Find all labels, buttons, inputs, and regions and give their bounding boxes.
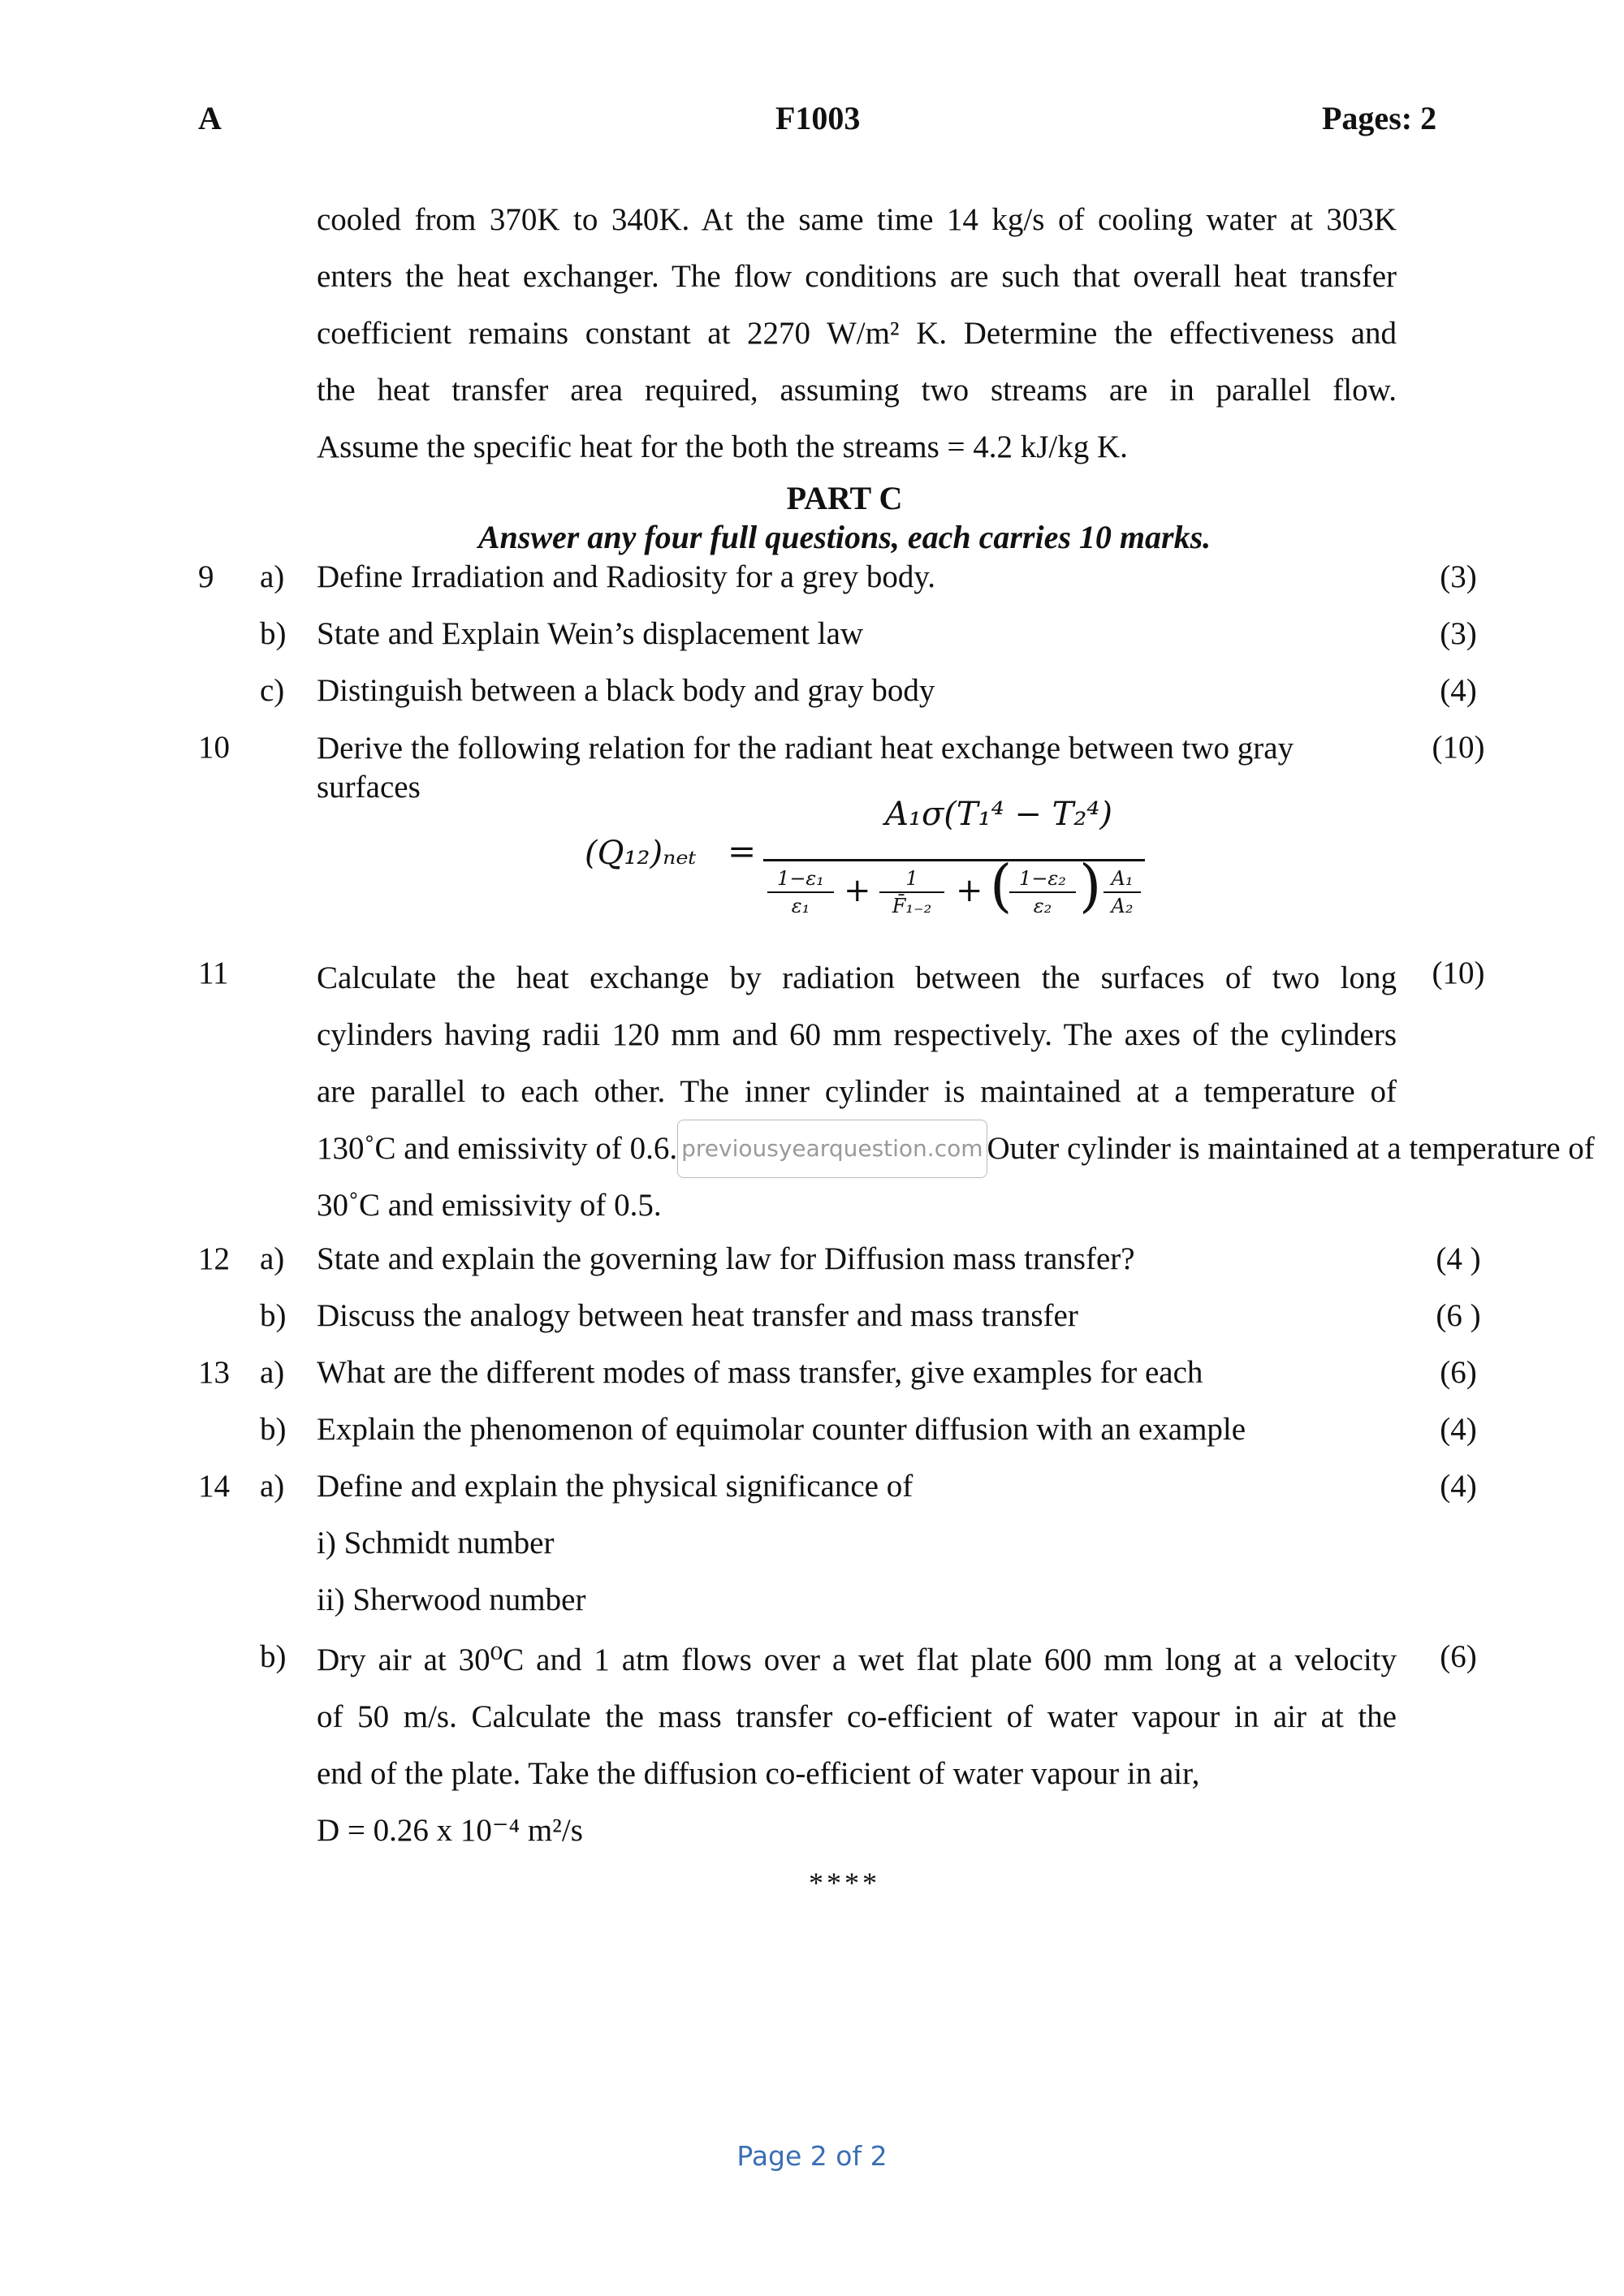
formula-equals: = [728, 831, 757, 871]
text-line: of 50 m/s. Calculate the mass transfer co-efficient of water vapour in air at the [317, 1699, 1397, 1734]
part-instruction: Answer any four full questions, each carries 10 marks. [477, 519, 1212, 555]
radiant-exchange-formula: (Q₁₂)ₙₑₜ = A₁σ(T₁⁴ − T₂⁴) $\frac{\text{1−ε₁}}{\text{ε₁}}$ + $\frac{1}{\text{F̄₁₋₂}}$ + ( $\frac{\text{1−ε₂}}{\text{ε₂}}$ ) $\frac{\text{A₁}}{\text{A₂}}$ [585, 796, 1153, 942]
text-line: Dry air at 30⁰C and 1 atm flows over a wet flat plate 600 mm long at a velocity [317, 1642, 1397, 1677]
question-number: 10 [198, 730, 230, 765]
marks: (10) [1432, 956, 1485, 990]
question-text: Discuss the analogy between heat transfer and mass transfer [317, 1298, 1078, 1333]
formula-numerator: A₁σ(T₁⁴ − T₂⁴) [885, 796, 1112, 833]
subquestion-label: a) [260, 1355, 285, 1390]
text-line: 30˚C and emissivity of 0.5. [317, 1188, 662, 1223]
marks: (6 ) [1436, 1298, 1481, 1333]
question-number: 14 [198, 1469, 230, 1504]
subquestion-label: b) [260, 616, 287, 651]
part-title: PART C [786, 480, 903, 516]
watermark: previousyearquestion.com [677, 1120, 987, 1178]
formula-lhs: (Q₁₂)ₙₑₜ [585, 835, 697, 872]
subquestion-label: c) [260, 673, 285, 708]
marks: (6) [1440, 1639, 1477, 1674]
subquestion-label: b) [260, 1298, 287, 1333]
text-line: Derive the following relation for the radiant heat exchange between two gray [317, 731, 1294, 766]
question-number: 11 [198, 956, 229, 990]
question-text: Define and explain the physical significance of [317, 1469, 914, 1504]
question-text: State and Explain Wein’s displacement law [317, 616, 864, 651]
subquestion-label: b) [260, 1639, 287, 1674]
end-mark: **** [809, 1867, 880, 1899]
marks: (6) [1440, 1355, 1477, 1390]
marks: (10) [1432, 730, 1485, 765]
header-code: F1003 [775, 100, 861, 136]
question-text: What are the different modes of mass transfer, give examples for each [317, 1355, 1203, 1390]
denominator-term: $\frac{\text{1−ε₂}}{\text{ε₂}}$ [1009, 867, 1076, 917]
text-line: the heat transfer area required, assuming two streams are in parallel flow. [317, 373, 1397, 408]
question-text [317, 1632, 1397, 1859]
text-line: cooled from 370K to 340K. At the same time 14 kg/s of cooling water at 303K [317, 202, 1397, 237]
denominator-term: $\frac{\text{A₁}}{\text{A₂}}$ [1104, 867, 1141, 917]
text-line: enters the heat exchanger. The flow conditions are such that overall heat transfer [317, 259, 1397, 294]
denominator-term: $\frac{1}{\text{F̄₁₋₂}}$ [879, 867, 944, 917]
text-line: are parallel to each other. The inner cylinder is maintained at a temperature of [317, 1074, 1397, 1109]
marks: (4) [1440, 1412, 1477, 1447]
header-pages: Pages: 2 [1322, 100, 1437, 136]
question-continuation [317, 192, 1397, 476]
marks: (4 ) [1436, 1241, 1481, 1276]
subquestion-label: a) [260, 559, 285, 594]
subquestion-label: a) [260, 1241, 285, 1276]
text-line: end of the plate. Take the diffusion co-efficient of water vapour in air, [317, 1756, 1200, 1791]
question-text: Distinguish between a black body and gray body [317, 673, 935, 708]
question-text: Explain the phenomenon of equimolar counter diffusion with an example [317, 1412, 1246, 1447]
marks: (4) [1440, 673, 1477, 708]
list-item: i) Schmidt number [317, 1526, 555, 1560]
marks: (4) [1440, 1469, 1477, 1504]
list-item: ii) Sherwood number [317, 1582, 586, 1617]
question-text: Define Irradiation and Radiosity for a grey body. [317, 559, 936, 594]
text-line: coefficient remains constant at 2270 W/m² K. Determine the effectiveness and [317, 316, 1397, 351]
question-number: 12 [198, 1241, 230, 1276]
subquestion-label: a) [260, 1469, 285, 1504]
header-scheme: A [198, 100, 222, 136]
text-line: cylinders having radii 120 mm and 60 mm respectively. The axes of the cylinders [317, 1017, 1397, 1052]
denominator-term: $\frac{\text{1−ε₁}}{\text{ε₁}}$ [767, 867, 834, 917]
marks: (3) [1440, 616, 1477, 651]
question-text: State and explain the governing law for Diffusion mass transfer? [317, 1241, 1135, 1276]
page-footer: Page 2 of 2 [736, 2140, 888, 2172]
text-line: D = 0.26 x 10⁻⁴ m²/s [317, 1813, 583, 1848]
text-line: Calculate the heat exchange by radiation between the surfaces of two long [317, 960, 1397, 995]
text-line: surfaces [317, 770, 421, 805]
question-number: 9 [198, 559, 214, 594]
question-number: 13 [198, 1355, 230, 1390]
text-line: 130˚C and emissivity of 0.6. previousyearquestion.com Outer cylinder is maintained at a temperature of [317, 1120, 1397, 1177]
marks: (3) [1440, 559, 1477, 594]
subquestion-label: b) [260, 1412, 287, 1447]
text-line: Assume the specific heat for the both the streams = 4.2 kJ/kg K. [317, 429, 1128, 464]
